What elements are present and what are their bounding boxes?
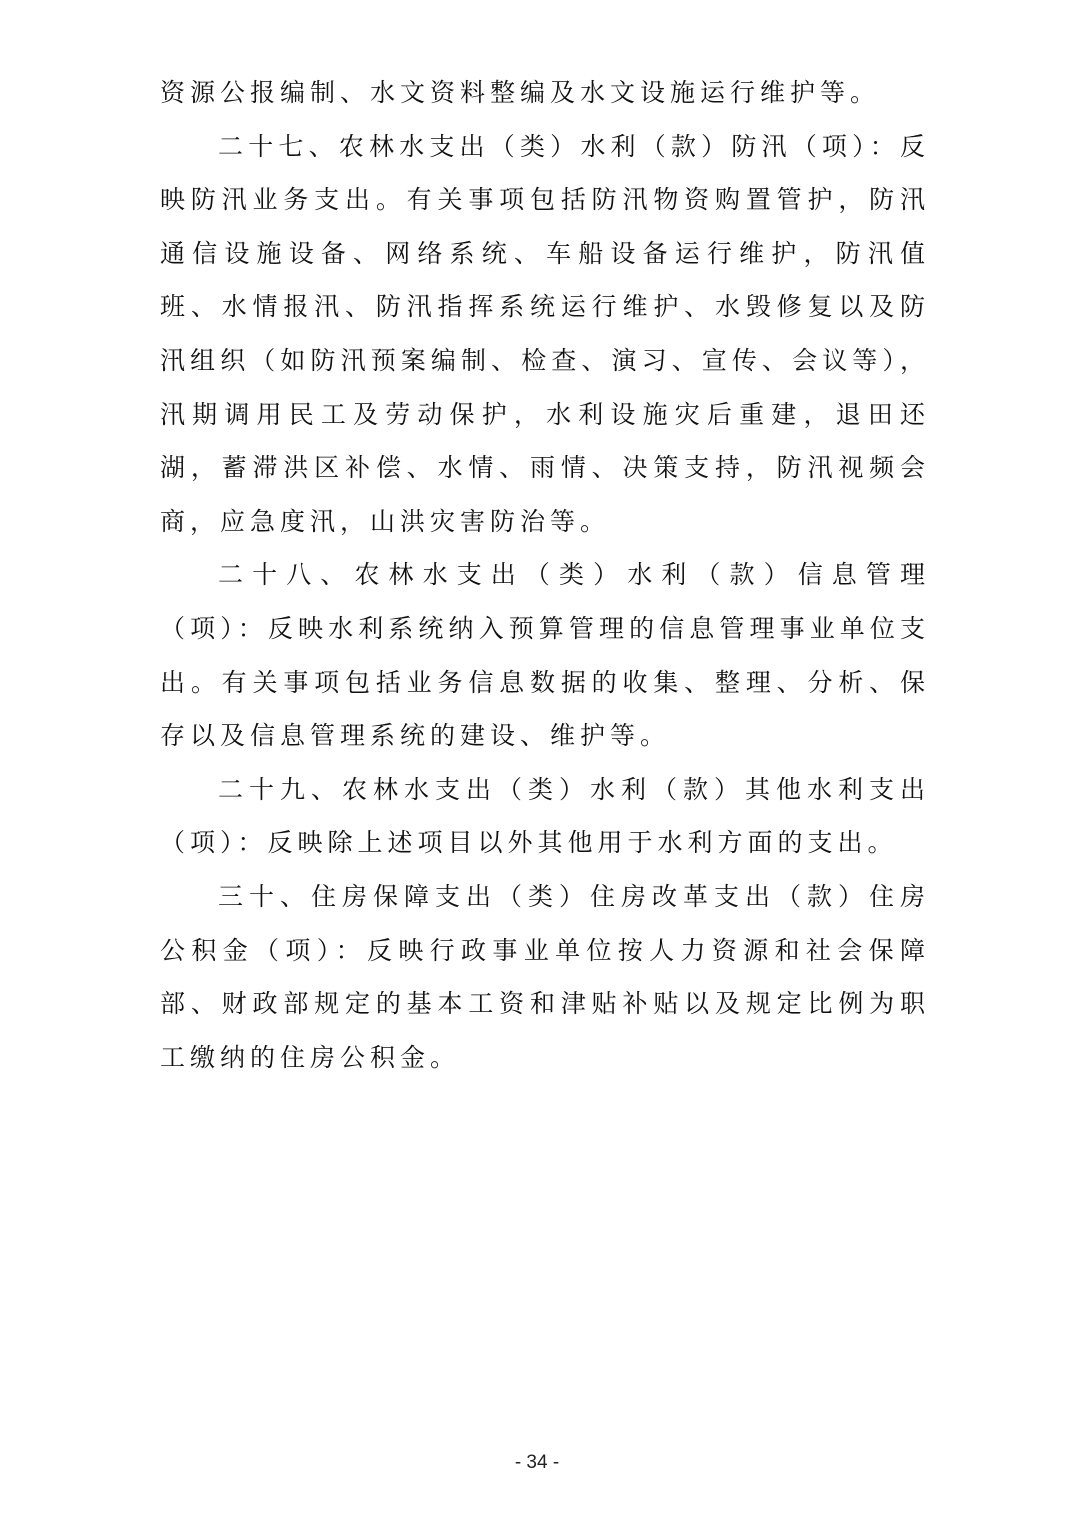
paragraph-item-27-flood-control: 二十七、农林水支出（类）水利（款）防汛（项）：反映防汛业务支出。有关事项包括防汛物资购置管护，防汛通信设施设备、网络系统、车船设备运行维护，防汛值班、水情报汛、防汛指挥系统运行维护、水毁修复以及防汛组织（如防汛预案编制、检查、演习、宣传、会议等），汛期调用民工及劳动保护，水利设施灾后重建，退田还湖，蓄滞洪区补偿、水情、雨情、决策支持，防汛视频会商，应急度汛，山洪灾害防治等。 (160, 131, 930, 536)
paragraph-continuation: 资源公报编制、水文资料整编及水文设施运行维护等。 (160, 78, 881, 107)
body-text (160, 66, 930, 1084)
paragraph-item-30-housing-provident-fund: 三十、住房保障支出（类）住房改革支出（款）住房公积金（项）：反映行政事业单位按人力资源和社会保障部、财政部规定的基本工资和津贴补贴以及规定比例为职工缴纳的住房公积金。 (160, 881, 930, 1072)
page-number: - 34 - (514, 1452, 560, 1473)
paragraph-item-29-other-water-expenditure: 二十九、农林水支出（类）水利（款）其他水利支出（项）：反映除上述项目以外其他用于水利方面的支出。 (160, 774, 930, 858)
paragraph-item-28-information-management: 二十八、农林水支出（类）水利（款）信息管理（项）：反映水利系统纳入预算管理的信息管理事业单位支出。有关事项包括业务信息数据的收集、整理、分析、保存以及信息管理系统的建设、维护等。 (160, 560, 930, 751)
